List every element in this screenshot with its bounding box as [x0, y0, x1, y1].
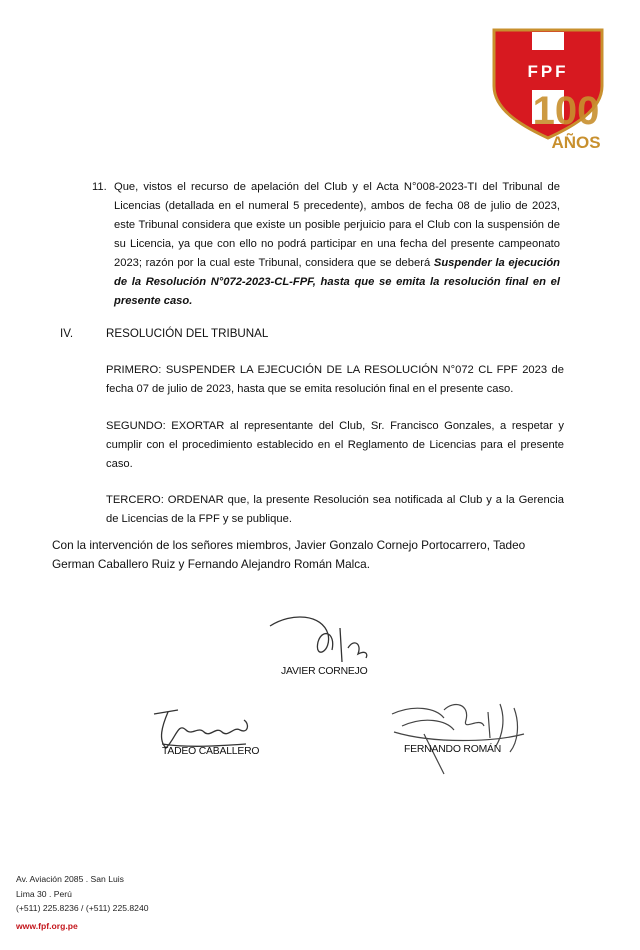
logo-word: AÑOS: [551, 133, 601, 152]
item-11-text: Que, vistos el recurso de apelación del Club y el Acta N°008-2023-TI del Tribunal de Licencias (detallada en el numeral 5 precedente), ambos de fecha 08 de julio de 2023, este Tribunal considera que existe un posible perjuicio para el Club con la suspensión de su Licencia, ya que con ello no podrá participar en una fecha del presente campeonato 2023; razón por la cual este Tribunal, considera que se deberá: [114, 181, 560, 269]
item-number: 11.: [92, 181, 107, 193]
section-number: IV.: [60, 327, 74, 340]
fpf-100-anos-logo: [492, 28, 616, 156]
resolution-text: ORDENAR que, la presente Resolución sea notificada al Club y a la Gerencia de Licencias de la FPF y se publique.: [106, 494, 565, 525]
footer-city: Lima 30 . Perú: [16, 888, 72, 899]
signature-cornejo: [262, 604, 374, 668]
resolution-label: SEGUNDO:: [106, 420, 166, 432]
signature-roman: [384, 690, 534, 782]
section-title: RESOLUCIÓN DEL TRIBUNAL: [106, 327, 269, 340]
footer-website-link[interactable]: www.fpf.org.pe: [16, 920, 78, 931]
resolution-segundo: [106, 417, 564, 474]
signature-name-caballero: TADEO CABALLERO: [162, 746, 260, 757]
section-heading: [60, 327, 268, 340]
item-11: [92, 178, 560, 311]
logo-number: 100: [532, 89, 600, 133]
resolution-label: PRIMERO:: [106, 364, 162, 376]
resolution-tercero: [106, 491, 564, 529]
resolution-label: TERCERO:: [106, 494, 164, 506]
logo-brand: FPF: [527, 62, 569, 81]
closing-paragraph: Con la intervención de los señores miembros, Javier Gonzalo Cornejo Portocarrero, Tadeo German Caballero Ruiz y Fernando Alejandro Román Malca.: [52, 538, 526, 571]
resolution-primero: [106, 361, 564, 399]
signature-name-cornejo: JAVIER CORNEJO: [281, 666, 368, 677]
footer-phones: (+511) 225.8236 / (+511) 225.8240: [16, 903, 149, 913]
footer-street: Av. Aviación 2085 . San Luis: [16, 874, 124, 884]
resolution-text: EXORTAR al representante del Club, Sr. Francisco Gonzales, a respetar y cumplir con el procedimiento establecido en el Reglamento de Licencias para el presente caso.: [106, 420, 564, 470]
item-11-emphasis: Suspender la ejecución de la Resolución N°072-2023-CL-FPF, hasta que se emita la resolución final en el presente caso.: [114, 257, 561, 307]
signature-name-roman: FERNANDO ROMÁN: [404, 744, 502, 755]
resolution-text: SUSPENDER LA EJECUCIÓN DE LA RESOLUCIÓN N°072 CL FPF 2023 de fecha 07 de julio de 2023, hasta que se emita resolución final en el presente caso.: [106, 364, 565, 395]
footer-address: [16, 872, 149, 933]
